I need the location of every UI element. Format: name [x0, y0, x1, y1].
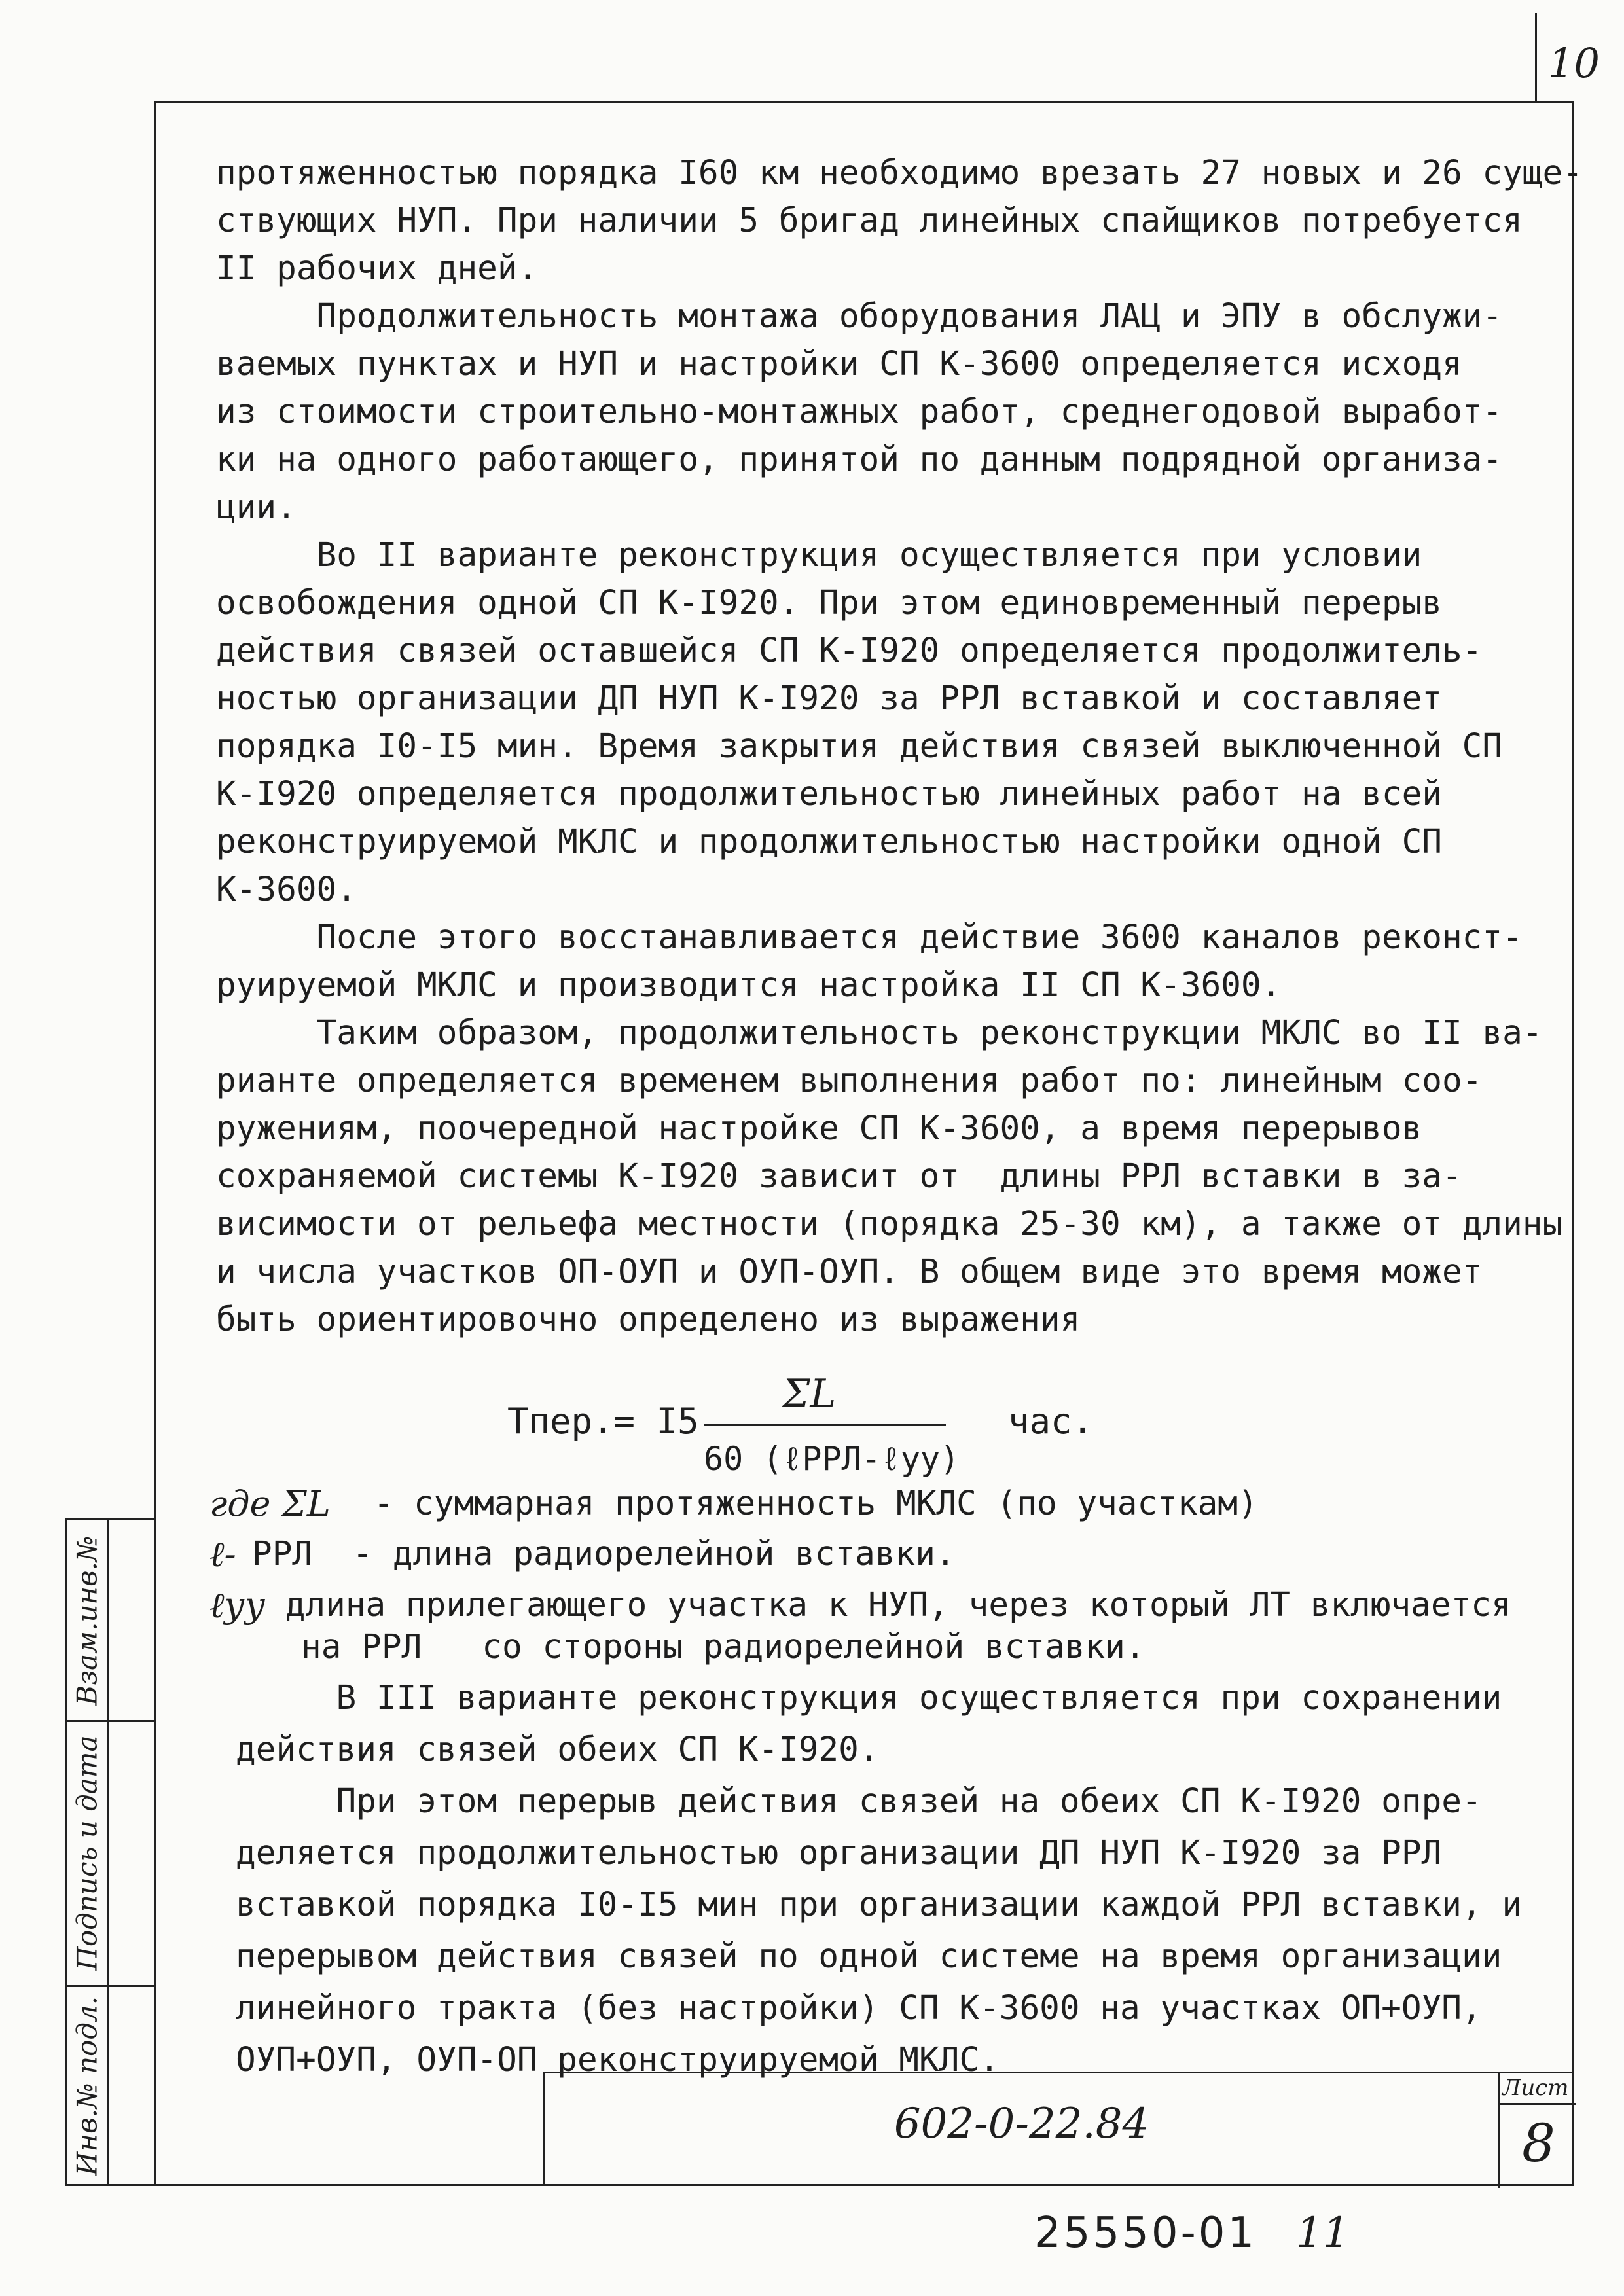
side-stamp-cell-top: [67, 1520, 107, 1720]
text-line: действия связей обеих СП К-I920.: [236, 1731, 879, 1769]
document-code: 602-0-22.84: [893, 2100, 1149, 2148]
text-line: ружениям, поочередной настройке СП К-3600, а время перерывов: [216, 1109, 1422, 1148]
side-stamp: [65, 1518, 154, 2186]
formula-lead: Тпер.= I5: [507, 1401, 699, 1442]
text-line: После этого восстанавливается действие 3600 каналов реконст-: [216, 918, 1523, 957]
text-line: перерывом действия связей по одной системе на время организации: [236, 1937, 1502, 1976]
formula-fraction-bar: [704, 1424, 946, 1426]
text-line: II рабочих дней.: [216, 249, 538, 288]
text-line: Во II варианте реконструкция осуществляется при условии: [216, 536, 1422, 575]
text-line: Продолжительность монтажа оборудования ЛАЦ и ЭПУ в обслужи-: [216, 297, 1503, 336]
title-block-divider: [1498, 2103, 1576, 2105]
side-stamp-replacement-inv: Взам.инв.№: [71, 1535, 103, 1706]
definition-text: РРЛ - длина радиорелейной вставки.: [252, 1535, 956, 1573]
text-line: ки на одного работающего, принятой по данным подрядной организа-: [216, 440, 1503, 479]
text-line: действия связей оставшейся СП К-I920 определяется продолжитель-: [216, 632, 1483, 670]
sheet-label: Лист: [1502, 2075, 1569, 2101]
text-line: В III варианте реконструкция осуществляется при сохранении: [236, 1679, 1502, 1717]
side-stamp-original-inv: Инв.№ подл.: [71, 1996, 103, 2176]
text-line: линейного тракта (без настройки) СП К-3600 на участках ОП+ОУП,: [236, 1989, 1482, 2028]
text-line: руируемой МКЛС и производится настройка II СП К-3600.: [216, 966, 1282, 1005]
text-line: из стоимости строительно-монтажных работ, среднегодовой выработ-: [216, 393, 1503, 431]
sheet-number: 8: [1522, 2113, 1555, 2174]
text-line: рианте определяется временем выполнения работ по: линейным соо-: [216, 1062, 1483, 1100]
text-line: вставкой порядка I0-I5 мин при организации каждой РРЛ вставки, и: [236, 1886, 1523, 1924]
side-stamp-cell-middle: [67, 1720, 107, 1985]
text-line: сохраняемой системы К-I920 зависит от длины РРЛ вставки в за-: [216, 1157, 1462, 1196]
definition-symbol: ℓ-: [209, 1534, 236, 1575]
title-block: [543, 2072, 1574, 2186]
text-line: К-I920 определяется продолжительностью линейных работ на всей: [216, 775, 1442, 814]
definition-text: - суммарная протяженность МКЛС (по участкам): [353, 1484, 1258, 1523]
text-line: освобождения одной СП К-I920. При этом единовременный перерыв: [216, 584, 1442, 622]
side-stamp-column-divider: [107, 1520, 109, 2184]
text-line: ностью организации ДП НУП К-I920 за РРЛ вставкой и составляет: [216, 679, 1442, 718]
definition-text: длина прилегающего участка к НУП, через который ЛТ включается: [265, 1586, 1511, 1624]
formula-denominator: 60 (ℓРРЛ-ℓуу): [704, 1440, 960, 1478]
text-line: К-3600.: [216, 870, 357, 909]
definition-text: на РРЛ со стороны радиорелейной вставки.: [301, 1628, 1146, 1666]
title-block-divider: [1498, 2073, 1500, 2188]
formula-unit: час.: [1008, 1401, 1094, 1442]
text-line: висимости от рельефа местности (порядка 25-30 км), а также от длины: [216, 1205, 1563, 1244]
text-line: и числа участков ОП-ОУП и ОУП-ОУП. В общем виде это время может: [216, 1253, 1483, 1291]
text-line: Таким образом, продолжительность реконструкции МКЛС во II ва-: [216, 1014, 1543, 1052]
text-line: ствующих НУП. При наличии 5 бригад линейных спайщиков потребуется: [216, 202, 1523, 240]
definition-symbol: где ΣL: [209, 1483, 331, 1524]
corner-divider: [1535, 13, 1537, 101]
text-line: быть ориентировочно определено из выражения: [216, 1300, 1081, 1339]
text-line: ции.: [216, 488, 297, 527]
text-line: порядка I0-I5 мин. Время закрытия действия связей выключенной СП: [216, 727, 1503, 766]
text-line: деляется продолжительностью организации ДП НУП К-I920 за РРЛ: [236, 1834, 1442, 1873]
definition-symbol: ℓуу: [209, 1585, 266, 1626]
text-line: протяженностью порядка I60 км необходимо врезать 27 новых и 26 суще-: [216, 154, 1583, 192]
text-line: реконструируемой МКЛС и продолжительностью настройки одной СП: [216, 823, 1442, 861]
text-line: ваемых пунктах и НУП и настройки СП К-3600 определяется исходя: [216, 345, 1462, 384]
archive-code: 25550-01: [1034, 2209, 1257, 2257]
archive-page-number: 11: [1296, 2209, 1350, 2257]
text-line: ОУП+ОУП, ОУП-ОП реконструируемой МКЛС.: [236, 2041, 1000, 2079]
text-line: При этом перерыв действия связей на обеих СП К-I920 опре-: [236, 1782, 1482, 1821]
corner-page-number: 10: [1548, 39, 1600, 87]
side-stamp-signature-date: Подпись и дата: [71, 1734, 103, 1971]
formula-numerator: ΣL: [782, 1371, 837, 1417]
side-stamp-cell-bottom: [67, 1985, 107, 2186]
